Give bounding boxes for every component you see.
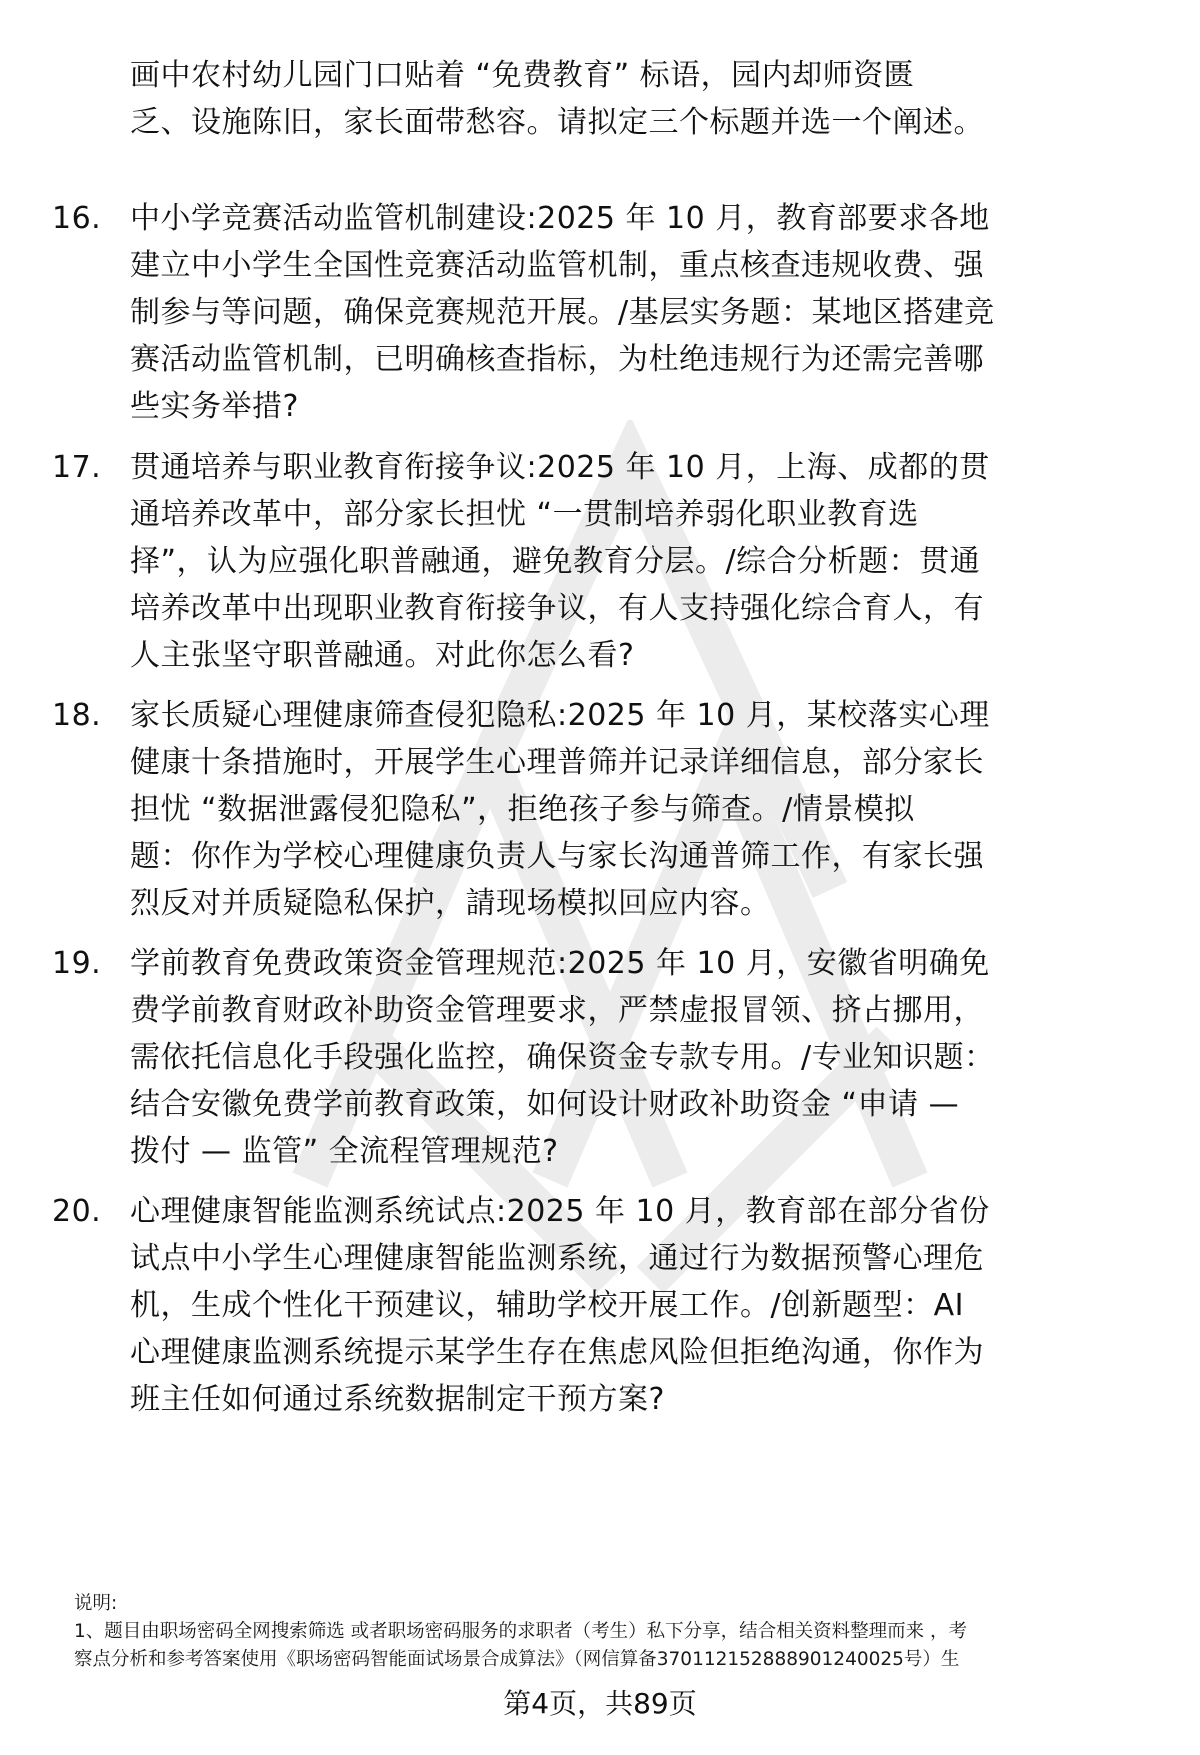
- text-line: 培养改革中出现职业教育衔接争议，有人支持强化综合育人，有: [130, 591, 984, 626]
- text-line: 机，生成个性化干预建议，辅助学校开展工作。/创新题型：AI: [130, 1288, 964, 1323]
- item-number: 17.: [52, 450, 102, 485]
- text-line: 贯通培养与职业教育衔接争议:2025 年 10 月，上海、成都的贯: [130, 450, 990, 485]
- text-line: 班主任如何通过系统数据制定干预方案?: [130, 1382, 665, 1417]
- item-text: [130, 1188, 1160, 1423]
- question-item-20: [52, 1188, 1160, 1423]
- footer-notes: [74, 1590, 1154, 1674]
- text-line: 需依托信息化手段强化监控，确保资金专款专用。/专业知识题：: [130, 1040, 995, 1075]
- item-text: [130, 195, 1160, 430]
- text-line: 健康十条措施时，开展学生心理普筛并记录详细信息，部分家长: [130, 745, 984, 780]
- carry-over-paragraph: [130, 52, 1160, 146]
- text-line: 担忧 “数据泄露侵犯隐私”，拒绝孩子参与筛查。/情景模拟: [130, 792, 915, 827]
- text-line: 试点中小学生心理健康智能监测系统，通过行为数据预警心理危: [130, 1241, 984, 1276]
- notes-line: 察点分析和参考答案使用《职场密码智能面试场景合成算法》（网信算备370112152888901240025号）生: [74, 1649, 960, 1670]
- item-text: [130, 940, 1160, 1175]
- text-line: 些实务举措?: [130, 389, 299, 424]
- text-line: 赛活动监管机制，已明确核查指标，为杜绝违规行为还需完善哪: [130, 342, 984, 377]
- text-line: 通培养改革中，部分家长担忧 “一贯制培养弱化职业教育选: [130, 497, 919, 532]
- page-number: 第4页，共89页: [503, 1687, 697, 1720]
- text-line: 题：你作为学校心理健康负责人与家长沟通普筛工作，有家长强: [130, 839, 984, 874]
- text-line: 烈反对并质疑隐私保护，請现场模拟回应内容。: [130, 886, 771, 921]
- text-line: 家长质疑心理健康筛查侵犯隐私:2025 年 10 月，某校落实心理: [130, 698, 990, 733]
- text-line: 择”，认为应强化职普融通，避免教育分层。/综合分析题：贯通: [130, 544, 981, 579]
- item-number: 19.: [52, 946, 102, 981]
- text-line: 心理健康监测系统提示某学生存在焦虑风险但拒绝沟通，你作为: [130, 1335, 984, 1370]
- question-item-19: [52, 940, 1160, 1175]
- text-line: 拨付 — 监管” 全流程管理规范?: [130, 1134, 559, 1169]
- text-line: 人主张坚守职普融通。对此你怎么看?: [130, 638, 635, 673]
- text-line: 学前教育免费政策资金管理规范:2025 年 10 月，安徽省明确免: [130, 946, 990, 981]
- item-text: [130, 444, 1160, 679]
- question-item-18: [52, 692, 1160, 927]
- item-number: 18.: [52, 698, 102, 733]
- text-line: 中小学竞赛活动监管机制建设:2025 年 10 月，教育部要求各地: [130, 201, 990, 236]
- question-item-16: [52, 195, 1160, 430]
- text-line: 制参与等问题，确保竞赛规范开展。/基层实务题：某地区搭建竞: [130, 295, 995, 330]
- item-text: [130, 692, 1160, 927]
- text-line: 费学前教育财政补助资金管理要求，严禁虚报冒领、挤占挪用，: [130, 993, 984, 1028]
- item-number: 20.: [52, 1194, 102, 1229]
- text-line: 建立中小学生全国性竞赛活动监管机制，重点核查违规收费、强: [130, 248, 984, 283]
- text-line: 画中农村幼儿园门口贴着 “免费教育” 标语，园内却师资匮: [130, 58, 915, 93]
- text-line: 结合安徽免费学前教育政策，如何设计财政补助资金 “申请 —: [130, 1087, 960, 1122]
- text-line: 乏、设施陈旧，家长面带愁容。请拟定三个标题并选一个阐述。: [130, 105, 984, 140]
- notes-title: 说明:: [74, 1593, 118, 1614]
- notes-line: 1、题目由职场密码全网搜索筛选 或者职场密码服务的求职者（考生）私下分享，结合相关资料整理而来 ，考: [74, 1621, 968, 1642]
- question-item-17: [52, 444, 1160, 679]
- text-line: 心理健康智能监测系统试点:2025 年 10 月，教育部在部分省份: [130, 1194, 990, 1229]
- item-number: 16.: [52, 201, 102, 236]
